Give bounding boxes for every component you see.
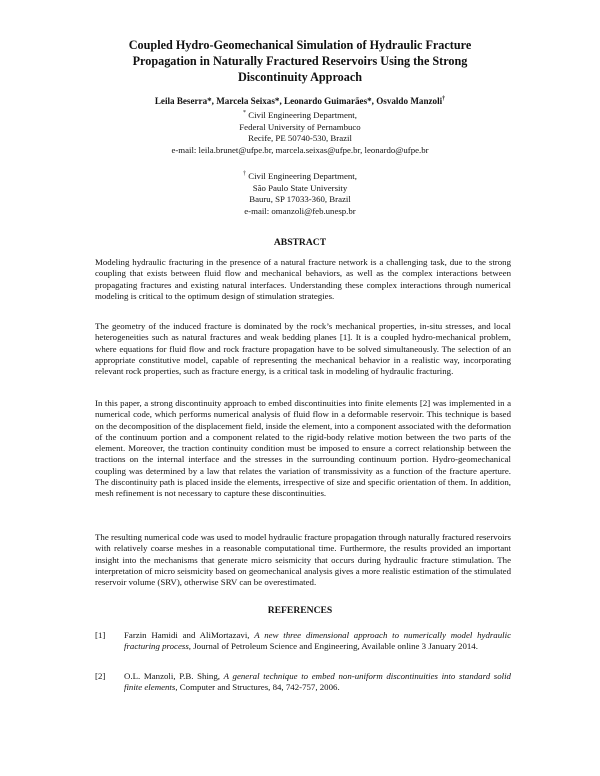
author-mark: *: [207, 96, 212, 106]
affiliation-email: e-mail: leila.brunet@ufpe.br, marcela.seixas@ufpe.br, leonardo@ufpe.br: [171, 144, 429, 155]
author-mark: †: [442, 95, 446, 102]
title-line: Propagation in Naturally Fractured Reservoirs Using the Strong: [132, 53, 468, 68]
author-name: Marcela Seixas: [216, 96, 275, 106]
title-line: Discontinuity Approach: [237, 69, 363, 84]
abstract-paragraph-3: In this paper, a strong discontinuity approach to embed discontinuities into finite elements [2] was implemented in a numerical code, which performs numerical analysis of fluid flow in a deformable reservoir. This technique is based on the decomposition of the displacement field, inside the element, into a component associated with the deformation of the continuum portion and a component related to the rigid-body relative motion between the two parts of the element. Moreover, the traction continuity condition must be imposed to ensure a correct relationship between the tractions on the internal interface and the stresses in the surrounding continuum portion. Hydro-geomechanical coupling was determined by a law that relates the variation of transmissivity as a function of the fracture aperture. The discontinuity path is placed inside the elements, irrespective of size and specific orientation of them. In addition, mesh refinement is not necessary to capture these discontinuities.: [95, 398, 511, 499]
affiliation-1: [100, 110, 500, 156]
affiliation-line: Recife, PE 50740-530, Brazil: [248, 133, 352, 144]
reference-number: [1]: [95, 630, 106, 640]
abstract-paragraph-1: Modeling hydraulic fracturing in the presence of a natural fracture network is a challenging task, due to the strong coupling that exists between fluid flow and mechanical behaviors, as well as the complex interactions between propagating fractures and existing natural interfaces. Understanding these complex interactions through numerical modeling is critical to the optimum design of stimulation strategies.: [95, 257, 511, 301]
author-list: [80, 95, 520, 107]
author-mark: *: [367, 96, 372, 106]
reference-authors: O.L. Manzoli, P.B. Shing,: [124, 671, 224, 681]
affiliation-line: Civil Engineering Department,: [248, 110, 357, 120]
reference-source: , Computer and Structures, 84, 742-757, 2006.: [175, 682, 340, 693]
paper-title: [100, 38, 500, 85]
author-name: Osvaldo Manzoli: [376, 96, 443, 106]
reference-source: , Journal of Petroleum Science and Engineering, Available online 3 January 2014.: [188, 641, 478, 652]
author-separator: ,: [371, 96, 377, 106]
reference-entry: [95, 630, 511, 653]
affiliation-mark: †: [243, 171, 247, 178]
reference-title: A new three dimensional approach to numerically model hydraulic fracturing process: [124, 630, 511, 652]
reference-entry: [95, 671, 511, 694]
affiliation-email: e-mail: omanzoli@feb.unesp.br: [244, 205, 356, 216]
affiliation-line: Civil Engineering Department,: [248, 171, 357, 181]
author-name: Leonardo Guimarães: [284, 96, 368, 106]
affiliation-line: Federal University of Pernambuco: [239, 121, 361, 132]
affiliation-line: São Paulo State University: [252, 182, 348, 193]
title-line: Coupled Hydro-Geomechanical Simulation of Hydraulic Fracture: [128, 38, 472, 52]
reference-title: A general technique to embed non-uniform discontinuities into standard solid finite elements: [124, 671, 511, 693]
abstract-heading: ABSTRACT: [273, 237, 327, 248]
abstract-paragraph-4: The resulting numerical code was used to model hydraulic fracture propagation through naturally fractured reservoirs with relatively coarse meshes in a reasonable computational time. Furthermore, the results provided an important insight into the mechanisms that generate micro seismicity that occurs during hydraulic fracture stimulation. The interpretation of micro seismicity based on geomechanical analysis gives a more realistic estimation of the stimulated reservoir volume (SRV), otherwise SRV can be overestimated.: [95, 532, 511, 588]
reference-authors: Farzin Hamidi and AliMortazavi,: [124, 630, 255, 640]
affiliation-2: [100, 171, 500, 217]
reference-number: [2]: [95, 671, 106, 681]
author-mark: *: [274, 96, 280, 106]
affiliation-mark: *: [243, 110, 247, 117]
author-name: Leila Beserra: [154, 96, 208, 106]
abstract-paragraph-2: The geometry of the induced fracture is dominated by the rock’s mechanical properties, in-situ stresses, and local heterogeneities such as natural fractures and weak bedding planes [1]. It is a coupled hydro-mechanical problem, where equations for fluid flow and rock fracture propagation have to be solved simultaneously. The selection of an appropriate constitutive model, capable of representing the mechanical behavior in a realistic way, incorporating relevant rock properties, such as fracture energy, is a critical task in modeling of hydraulic fracturing.: [95, 321, 511, 377]
references-heading: REFERENCES: [267, 605, 333, 616]
author-separator: ,: [211, 96, 217, 106]
author-separator: ,: [279, 96, 284, 106]
affiliation-line: Bauru, SP 17033-360, Brazil: [249, 194, 351, 205]
